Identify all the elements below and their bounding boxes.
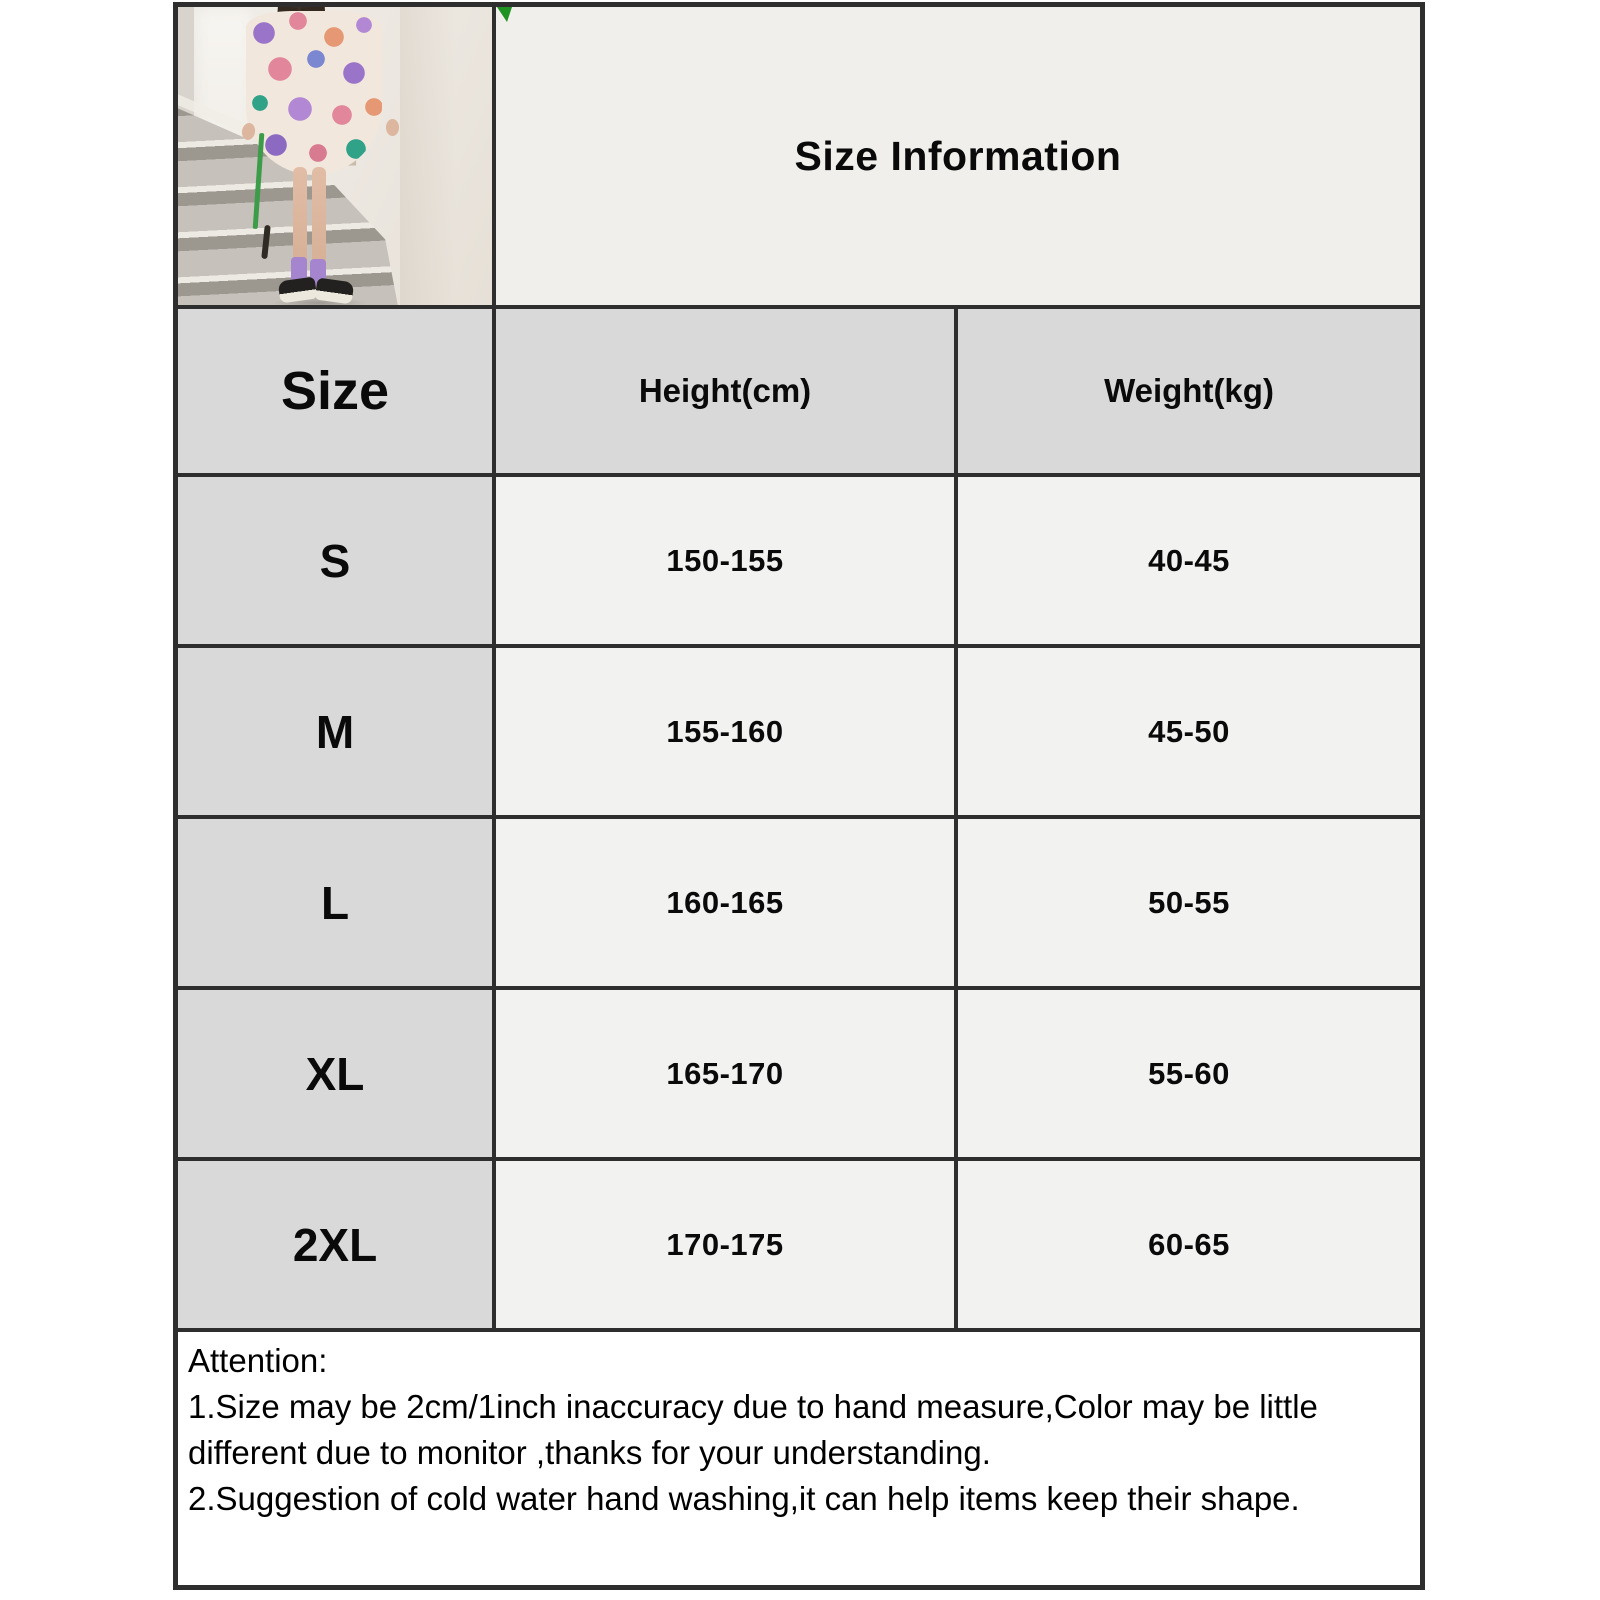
size-chart-sheet [173, 2, 1425, 1590]
row-xl-size: XL [178, 990, 492, 1157]
row-l-weight: 50-55 [958, 819, 1420, 986]
top-row [178, 7, 1420, 305]
row-m-weight: 45-50 [958, 648, 1420, 815]
row-2xl-size: 2XL [178, 1161, 492, 1328]
row-2xl-weight: 60-65 [958, 1161, 1420, 1328]
attention-section [178, 1332, 1420, 1585]
model-hand-right [386, 119, 399, 136]
model-figure [246, 7, 396, 305]
row-m-height: 155-160 [496, 648, 954, 815]
attention-heading: Attention: [188, 1342, 328, 1379]
column-header-height: Height(cm) [496, 309, 954, 473]
column-header-weight: Weight(kg) [958, 309, 1420, 473]
green-strap [253, 133, 265, 229]
green-corner-marker-icon [497, 7, 512, 22]
attention-note-1: 1.Size may be 2cm/1inch inaccuracy due to hand measure,Color may be little different due to monitor ,thanks for your understanding. [188, 1387, 1318, 1471]
row-s-weight: 40-45 [958, 477, 1420, 644]
column-header-size: Size [178, 309, 492, 473]
row-m-size: M [178, 648, 492, 815]
row-2xl-height: 170-175 [496, 1161, 954, 1328]
row-s-size: S [178, 477, 492, 644]
model-leg-left [293, 167, 307, 265]
product-photo [178, 7, 492, 305]
title-cell [496, 7, 1420, 305]
row-l-size: L [178, 819, 492, 986]
page-title: Size Information [794, 132, 1122, 179]
wall-shadow [400, 7, 492, 305]
floral-shirt [246, 11, 382, 175]
attention-note-2: 2.Suggestion of cold water hand washing,it can help items keep their shape. [188, 1479, 1300, 1517]
row-xl-weight: 55-60 [958, 990, 1420, 1157]
row-s-height: 150-155 [496, 477, 954, 644]
row-l-height: 160-165 [496, 819, 954, 986]
model-leg-right [312, 167, 326, 267]
strap-clasp [261, 225, 271, 259]
row-xl-height: 165-170 [496, 990, 954, 1157]
size-table [178, 309, 1420, 1328]
